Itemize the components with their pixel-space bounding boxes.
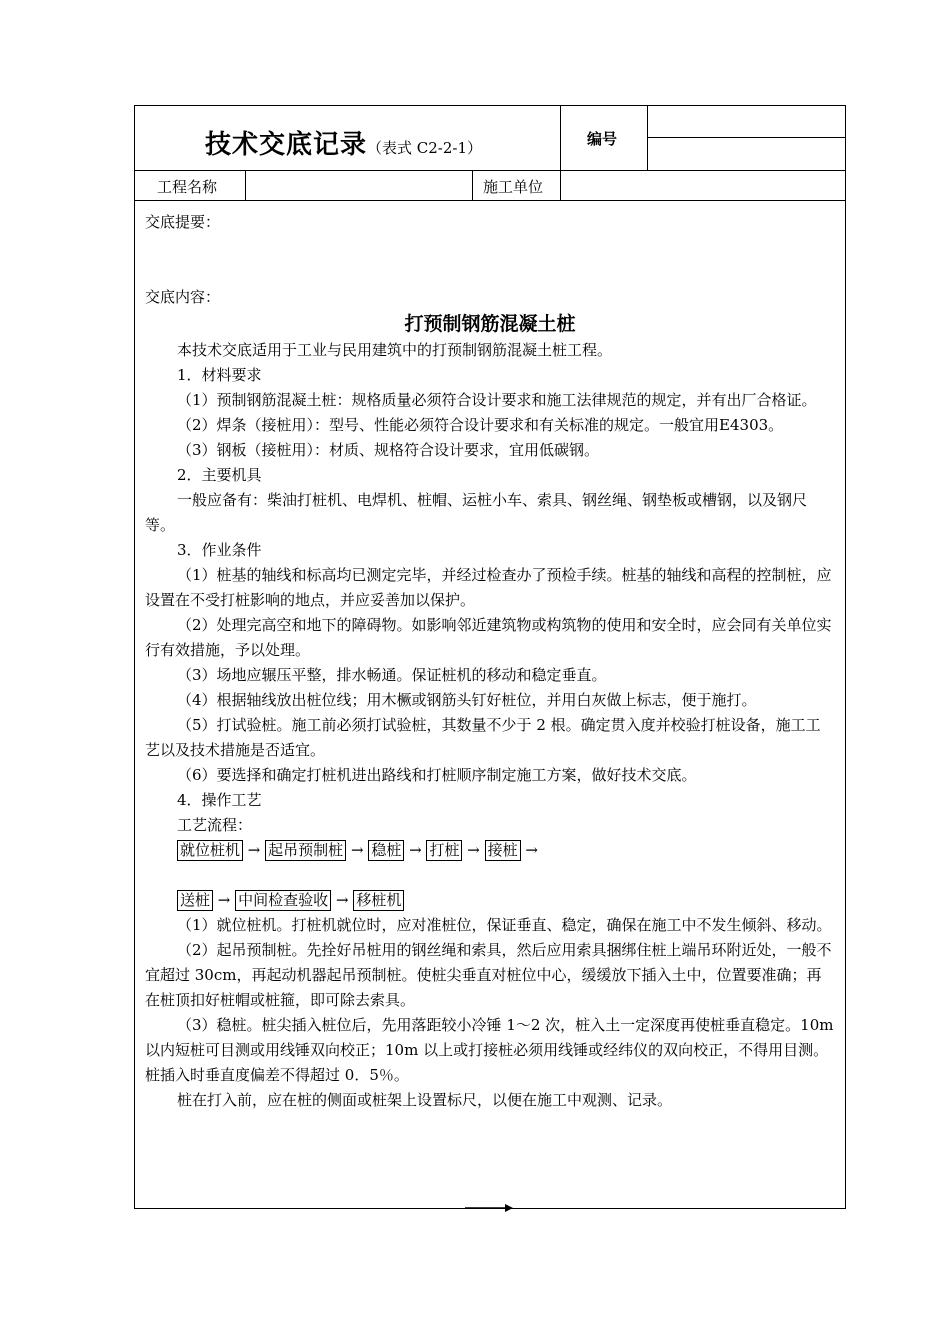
section-3-item-5: （5）打试验桩。施工前必须打试验桩，其数量不少于 2 根。确定贯入度并校验打桩设备，施工工艺以及技术措施是否适宜。 [145, 716, 821, 759]
contractor-label-divider [560, 170, 561, 200]
content-label: 交底内容： [145, 288, 221, 306]
flow-label: 工艺流程： [177, 816, 253, 834]
section-2-title: 2．主要机具 [177, 466, 262, 484]
info-row-bottom-line [135, 200, 845, 201]
project-value-divider [472, 170, 473, 200]
flow-step: 打桩 [426, 840, 462, 861]
section-1-item-1: （1）预制钢筋混凝土桩：规格质量必须符合设计要求和施工法律规范的规定，并有出厂合格证。 [177, 391, 817, 409]
flow-step: 移桩机 [353, 890, 404, 911]
flow-step: 接桩 [485, 840, 521, 861]
section-4-item-3: （3）稳桩。桩尖插入桩位后，先用落距较小冷锤 1～2 次，桩入土一定深度再使桩垂直稳定。10m 以内短桩可目测或用线锤双向校正；10m 以上或打接桩必须用线锤或经纬仪的双向校正，不得用目测。桩插入时垂直度偏差不得超过 0．5％。 [145, 1016, 834, 1084]
flow-step: 起吊预制桩 [265, 840, 346, 861]
summary-label: 交底提要： [145, 213, 221, 231]
section-3-item-2: （2）处理完高空和地下的障碍物。如影响邻近建筑物或构筑物的使用和安全时，应会同有关单位实行有效措施，予以处理。 [145, 616, 832, 659]
section-3-title: 3．作业条件 [177, 541, 262, 559]
section-3-item-1: （1）桩基的轴线和标高均已测定完毕，并经过检查办了预检手续。桩基的轴线和高程的控制桩，应设置在不受打桩影响的地点，并应妥善加以保护。 [145, 566, 832, 609]
flow-step: 就位桩机 [177, 840, 243, 861]
section-3-item-4: （4）根据轴线放出桩位线；用木橛或钢筋头钉好桩位，并用白灰做上标志，便于施打。 [177, 691, 757, 709]
form-code: （表式 C2-2-1） [367, 139, 483, 157]
section-1-title: 1．材料要求 [177, 366, 262, 384]
project-name-label: 工程名称 [157, 178, 218, 196]
flow-arrow: → [467, 841, 480, 859]
title-cell-divider [560, 106, 561, 170]
disclosure-content [145, 210, 835, 1113]
process-flow-row-2 [145, 888, 835, 913]
flow-step: 送桩 [177, 890, 213, 911]
flow-arrow: → [335, 891, 349, 909]
flow-arrow: → [350, 841, 364, 859]
section-4-item-1: （1）就位桩机。打桩机就位时，应对准桩位，保证垂直、稳定，确保在施工中不发生倾斜、移动。 [177, 916, 832, 934]
section-4-item-4: 桩在打入前，应在桩的侧面或桩架上设置标尺，以便在施工中观测、记录。 [177, 1091, 673, 1109]
flow-step: 稳桩 [368, 840, 404, 861]
process-flow-row-1 [145, 838, 835, 863]
flow-arrow: → [217, 891, 231, 909]
flow-arrow: → [525, 841, 538, 859]
section-2-item-1: 一般应备有：柴油打桩机、电焊机、桩帽、运桩小车、索具、钢丝绳、钢垫板或槽钢，以及钢尺等。 [145, 491, 808, 534]
section-3-item-6: （6）要选择和确定打桩机进出路线和打桩顺序制定施工方案，做好技术交底。 [177, 766, 697, 784]
section-4-item-2: （2）起吊预制桩。先拴好吊桩用的钢丝绳和索具，然后应用索具捆绑住桩上端吊环附近处，一般不宜超过 30cm，再起动机器起吊预制桩。使桩尖垂直对桩位中心，缓缓放下插入土中，位置要准确；再在桩顶扣好桩帽或桩箍，即可除去索具。 [145, 941, 832, 1009]
flow-step: 中间检查验收 [235, 890, 331, 911]
section-1-item-2: （2）焊条（接桩用）：型号、性能必须符合设计要求和有关标准的规定。一般宜用E4303。 [177, 416, 784, 434]
number-cell-divider [647, 137, 845, 138]
form-title-text: 技术交底记录 [205, 130, 368, 160]
section-3-item-3: （3）场地应辗压平整，排水畅通。保证桩机的移动和稳定垂直。 [177, 666, 607, 684]
section-1-item-3: （3）钢板（接桩用）：材质、规格符合设计要求，宜用低碳钢。 [177, 441, 600, 459]
project-label-divider [245, 170, 246, 200]
contractor-label: 施工单位 [483, 178, 544, 196]
disclosure-record-form [134, 105, 846, 1209]
section-4-title: 4．操作工艺 [177, 791, 262, 809]
document-title: 打预制钢筋混凝土桩 [404, 313, 576, 335]
arrow-icon [465, 1203, 513, 1213]
flow-arrow: → [247, 841, 261, 859]
header-bottom-line [135, 170, 845, 171]
number-label: 编号 [587, 130, 618, 148]
form-title [205, 124, 482, 161]
number-label-divider [647, 106, 648, 170]
flow-arrow: → [409, 841, 422, 859]
intro-paragraph: 本技术交底适用于工业与民用建筑中的打预制钢筋混凝土桩工程。 [177, 341, 613, 359]
